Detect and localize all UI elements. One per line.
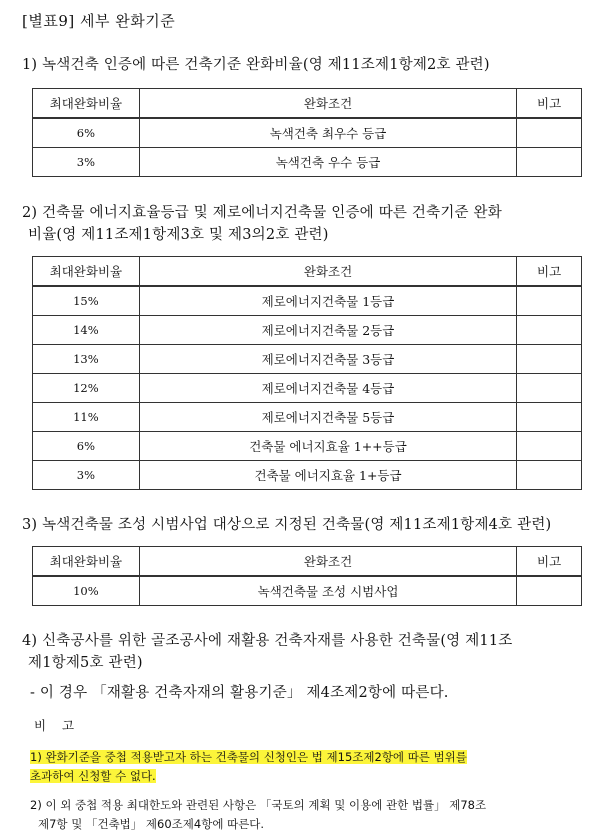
cell-condition: 제로에너지건축물 5등급 xyxy=(139,403,516,432)
note-item-1-line1: 1) 완화기준을 중첩 적용받고자 하는 건축물의 신청인은 법 제15조제2항에 따른 범위를 xyxy=(30,750,467,764)
table-row xyxy=(33,403,582,432)
note-item-1 xyxy=(30,748,590,786)
section1-heading: 1) 녹색건축 인증에 따른 건축기준 완화비율(영 제11조제1항제2호 관련) xyxy=(22,57,490,73)
section3-heading: 3) 녹색건축물 조성 시범사업 대상으로 지정된 건축물(영 제11조제1항제4호 관련) xyxy=(22,517,552,533)
cell-remark xyxy=(517,461,582,490)
cell-condition: 건축물 에너지효율 1+등급 xyxy=(139,461,516,490)
section4-subnote: - 이 경우 「재활용 건축자재의 활용기준」 제4조제2항에 따른다. xyxy=(30,685,449,701)
document-title: [별표9] 세부 완화기준 xyxy=(22,12,176,30)
section2-table xyxy=(32,256,582,490)
cell-remark xyxy=(517,316,582,345)
table-row xyxy=(33,461,582,490)
header-remark: 비고 xyxy=(517,89,582,119)
cell-remark xyxy=(517,345,582,374)
table-header-row xyxy=(33,257,582,287)
header-condition: 완화조건 xyxy=(139,89,516,119)
cell-condition: 제로에너지건축물 3등급 xyxy=(139,345,516,374)
section3-table xyxy=(32,546,582,606)
section4-heading-line1: 4) 신축공사를 위한 골조공사에 재활용 건축자재를 사용한 건축물(영 제11조 xyxy=(22,633,513,649)
table-row xyxy=(33,345,582,374)
header-ratio: 최대완화비율 xyxy=(33,547,140,577)
cell-ratio: 13% xyxy=(33,345,140,374)
cell-remark xyxy=(517,576,582,606)
table-row xyxy=(33,316,582,345)
cell-remark xyxy=(517,286,582,316)
notes-heading: 비 고 xyxy=(34,718,81,733)
section4-heading xyxy=(22,630,582,674)
note-item-2-line2: 제7항 및 「건축법」 제60조제4항에 따른다. xyxy=(38,817,265,831)
table-row xyxy=(33,148,582,177)
header-ratio: 최대완화비율 xyxy=(33,257,140,287)
cell-condition: 녹색건축 최우수 등급 xyxy=(139,118,516,148)
cell-remark xyxy=(517,374,582,403)
header-remark: 비고 xyxy=(517,547,582,577)
cell-ratio: 6% xyxy=(33,432,140,461)
cell-remark xyxy=(517,148,582,177)
cell-remark xyxy=(517,118,582,148)
table-row xyxy=(33,374,582,403)
table-row xyxy=(33,286,582,316)
section2-heading-line2: 비율(영 제11조제1항제3호 및 제3의2호 관련) xyxy=(28,227,329,243)
cell-ratio: 11% xyxy=(33,403,140,432)
header-remark: 비고 xyxy=(517,257,582,287)
note-item-1-line2: 초과하여 신청할 수 없다. xyxy=(30,769,156,783)
table-header-row xyxy=(33,547,582,577)
cell-ratio: 10% xyxy=(33,576,140,606)
cell-condition: 제로에너지건축물 1등급 xyxy=(139,286,516,316)
cell-ratio: 12% xyxy=(33,374,140,403)
header-condition: 완화조건 xyxy=(139,547,516,577)
section2-heading-line1: 2) 건축물 에너지효율등급 및 제로에너지건축물 인증에 따른 건축기준 완화 xyxy=(22,205,502,221)
note-item-2 xyxy=(30,796,590,834)
section2-heading xyxy=(22,202,582,246)
table-row xyxy=(33,118,582,148)
cell-ratio: 3% xyxy=(33,148,140,177)
cell-ratio: 3% xyxy=(33,461,140,490)
cell-ratio: 6% xyxy=(33,118,140,148)
section1-table xyxy=(32,88,582,177)
cell-remark xyxy=(517,403,582,432)
cell-remark xyxy=(517,432,582,461)
cell-condition: 녹색건축 우수 등급 xyxy=(139,148,516,177)
table-row xyxy=(33,576,582,606)
cell-condition: 녹색건축물 조성 시범사업 xyxy=(139,576,516,606)
header-condition: 완화조건 xyxy=(139,257,516,287)
table-header-row xyxy=(33,89,582,119)
cell-ratio: 15% xyxy=(33,286,140,316)
cell-condition: 건축물 에너지효율 1++등급 xyxy=(139,432,516,461)
table-row xyxy=(33,432,582,461)
cell-condition: 제로에너지건축물 2등급 xyxy=(139,316,516,345)
cell-condition: 제로에너지건축물 4등급 xyxy=(139,374,516,403)
header-ratio: 최대완화비율 xyxy=(33,89,140,119)
section4-heading-line2: 제1항제5호 관련) xyxy=(28,655,143,671)
note-item-2-line1: 2) 이 외 중첩 적용 최대한도와 관련된 사항은 「국토의 계획 및 이용에 관한 법률」 제78조 xyxy=(30,798,487,812)
cell-ratio: 14% xyxy=(33,316,140,345)
